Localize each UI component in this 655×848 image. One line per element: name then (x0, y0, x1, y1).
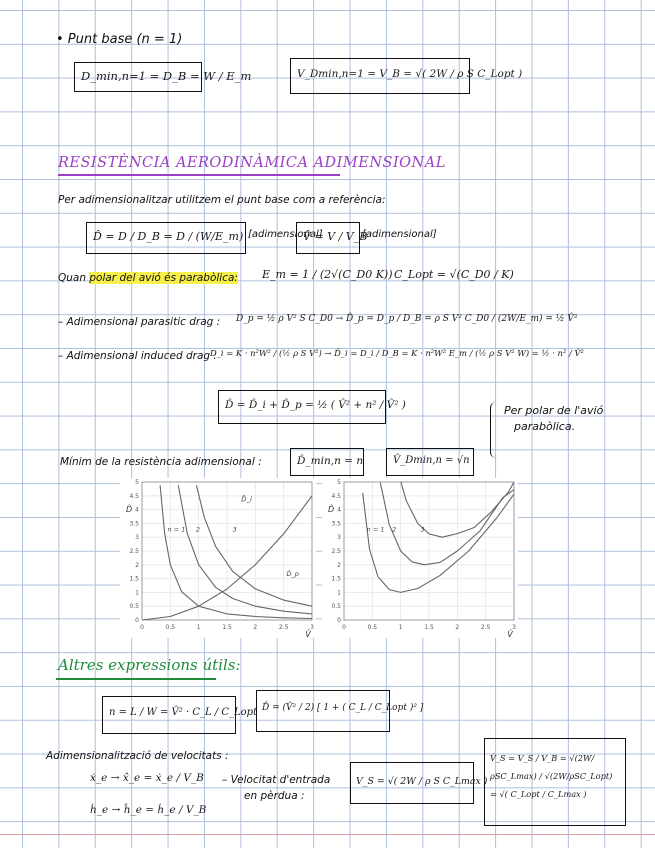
curve-annotation-di: D̂_i (241, 495, 253, 504)
y-axis-label: D̂ (328, 505, 335, 514)
side-note-line2: parabòlica. (514, 420, 576, 433)
x-tick-label: 0 (342, 624, 346, 631)
induced-label: – Adimensional induced drag : (58, 350, 217, 362)
adim-intro: Per adimensionalitzar utilitzem el punt base com a referència: (58, 194, 386, 206)
x-tick-label: 1.5 (424, 624, 434, 631)
dhat-def-eq: D̂ = D / D_B = D / (W/E_m) (93, 230, 244, 243)
useful-title-underline (56, 678, 216, 680)
em-eq: E_m = 1 / (2√(C_D0 K)) (262, 268, 393, 281)
n-eq: n = L / W = V̂² · C_L / C_Lopt (109, 707, 258, 718)
vhat-tag: [adimensional] (362, 229, 437, 240)
y-tick-label: 3.5 (129, 520, 139, 528)
curve-annotation: 2 (195, 525, 200, 534)
x-tick-label: 3 (512, 624, 516, 631)
x-tick-label: 1.5 (222, 624, 232, 631)
min-label: Mínim de la resistència adimensional : (60, 456, 262, 468)
x-axis-label: V̂ (507, 630, 513, 638)
y-tick-label: 2 (135, 561, 139, 569)
curve-annotation: 3 (232, 525, 237, 534)
y-tick-label: 5 (135, 479, 139, 486)
x-tick-label: 2 (455, 624, 460, 631)
x-tick-label: 2.5 (480, 624, 491, 631)
x-tick-label: 0.5 (367, 624, 378, 631)
base-drag-box (74, 62, 252, 92)
drag-components-chart (120, 478, 316, 638)
stall-label-line1: – Velocitat d'entrada (222, 774, 331, 786)
aero-drag-title: RESISTÈNCIA AERODINÀMICA ADIMENSIONAL (58, 155, 446, 171)
y-tick-label: 2.5 (129, 548, 139, 555)
x-tick-label: 0.5 (165, 624, 176, 631)
y-tick-label: 4.5 (129, 492, 139, 500)
x-tick-label: 3 (310, 624, 314, 631)
curve-annotation: D̂_p (286, 569, 299, 578)
curve-annotation: 3 (420, 525, 425, 534)
x-tick-label: 1 (196, 624, 201, 631)
chart-background (322, 478, 518, 638)
vs-eq: V_S = √( 2W / ρ S C_Lmax ) (356, 776, 488, 787)
side-note-line1: Per polar de l'avió (504, 404, 604, 417)
y-tick-label: 3.5 (331, 520, 341, 528)
x-tick-label: 2.5 (278, 624, 289, 631)
parasitic-label: – Adimensional parasitic drag : (58, 316, 221, 328)
y-tick-label: 0.5 (331, 603, 341, 611)
chart-background (120, 478, 316, 638)
vhat-def-eq: V̂ = V / V_B (303, 230, 368, 243)
curve-annotation: n = 1 (167, 525, 186, 534)
dhat2-box (256, 690, 424, 732)
induced-eq: D_i = K · n²W² / (½ ρ S V²) → D̂_i = D_i / D_B = K · n²W² E_m / (½ ρ S V² W) = ½ · n² / V̂² (210, 348, 584, 358)
y-tick-label: 5 (337, 479, 341, 486)
x-tick-label: 2 (253, 624, 258, 631)
dmin-eq: D̂_min,n = n (297, 455, 364, 467)
polar-label (58, 272, 238, 284)
y-tick-label: 3 (337, 534, 341, 542)
base-point-heading: • Punt base (n = 1) (56, 32, 183, 47)
n-eq-box (102, 696, 258, 734)
y-tick-label: 1.5 (129, 575, 139, 583)
y-tick-label: 4.5 (331, 492, 341, 500)
polar-highlight: polar del avió és parabòlica: (89, 272, 238, 284)
y-tick-label: 4 (135, 506, 139, 514)
y-tick-label: 0 (135, 617, 139, 624)
vmin-box (386, 448, 474, 476)
curve-annotation: n = 1 (366, 525, 385, 534)
y-tick-label: 4 (337, 506, 341, 514)
vshat-box (484, 738, 626, 826)
stall-label-line2: en pèrdua : (244, 790, 305, 802)
base-drag-eq: D_min,n=1 = D_B = W / E_m (81, 69, 252, 83)
x-tick-label: 0 (140, 624, 144, 631)
vhat-def-box (296, 222, 368, 254)
y-tick-label: 1.5 (331, 575, 341, 583)
total-drag-chart (322, 478, 518, 638)
base-speed-box (290, 58, 523, 94)
clopt-eq: C_Lopt = √(C_D0 / K) (394, 268, 514, 281)
vmin-eq: V̂_Dmin,n = √n (393, 455, 470, 466)
curve-annotation: 2 (392, 525, 397, 534)
bottom-margin-line (0, 834, 655, 835)
y-tick-label: 0.5 (129, 603, 139, 611)
useful-title: Altres expressions útils: (58, 656, 241, 674)
aero-drag-title-underline (58, 174, 340, 176)
vshat-eq: V̂_S = V_S / V_B = √(2W/ρSC_Lmax) / √(2W/ρSC_Lopt) = √( C_Lopt / C_Lmax ) (490, 753, 613, 799)
dhat-tag: [adimensional] (248, 229, 323, 240)
x-axis-label: V̂ (305, 630, 311, 638)
vs-box (350, 762, 488, 804)
total-drag-eq: D̂ = D̂_i + D̂_p = ½ ( V̂² + n² / V̂² ) (225, 399, 406, 411)
y-tick-label: 2.5 (331, 548, 341, 555)
dhat-def-box (86, 222, 246, 254)
y-tick-label: 0 (337, 617, 341, 624)
y-tick-label: 1 (135, 589, 139, 597)
dhat2-eq: D̂ = (V̂² / 2) [ 1 + ( C_L / C_Lopt )² ] (262, 703, 424, 713)
x-tick-label: 1 (398, 624, 403, 631)
parasitic-eq: D_p = ½ ρ V² S C_D0 → D̂_p = D_p / D_B = ρ S V² C_D0 / (2W/E_m) = ½ V̂² (236, 314, 578, 324)
total-drag-box (218, 390, 406, 424)
velocities-label: Adimensionalització de velocitats : (46, 750, 229, 762)
hdot-eq: ḣ_e → ĥ_e = ḣ_e / V_B (90, 804, 207, 816)
side-brace (490, 402, 496, 458)
polar-prefix: Quan (58, 272, 87, 284)
xdot-eq: ẋ_e → x̂_e = ẋ_e / V_B (90, 772, 204, 784)
y-axis-label: D̂ (126, 505, 133, 514)
dmin-box (290, 448, 364, 476)
y-tick-label: 3 (135, 534, 139, 542)
y-tick-label: 2 (337, 561, 341, 569)
y-tick-label: 1 (337, 589, 341, 597)
base-speed-eq: V_Dmin,n=1 = V_B = √( 2W / ρ S C_Lopt ) (297, 68, 523, 80)
